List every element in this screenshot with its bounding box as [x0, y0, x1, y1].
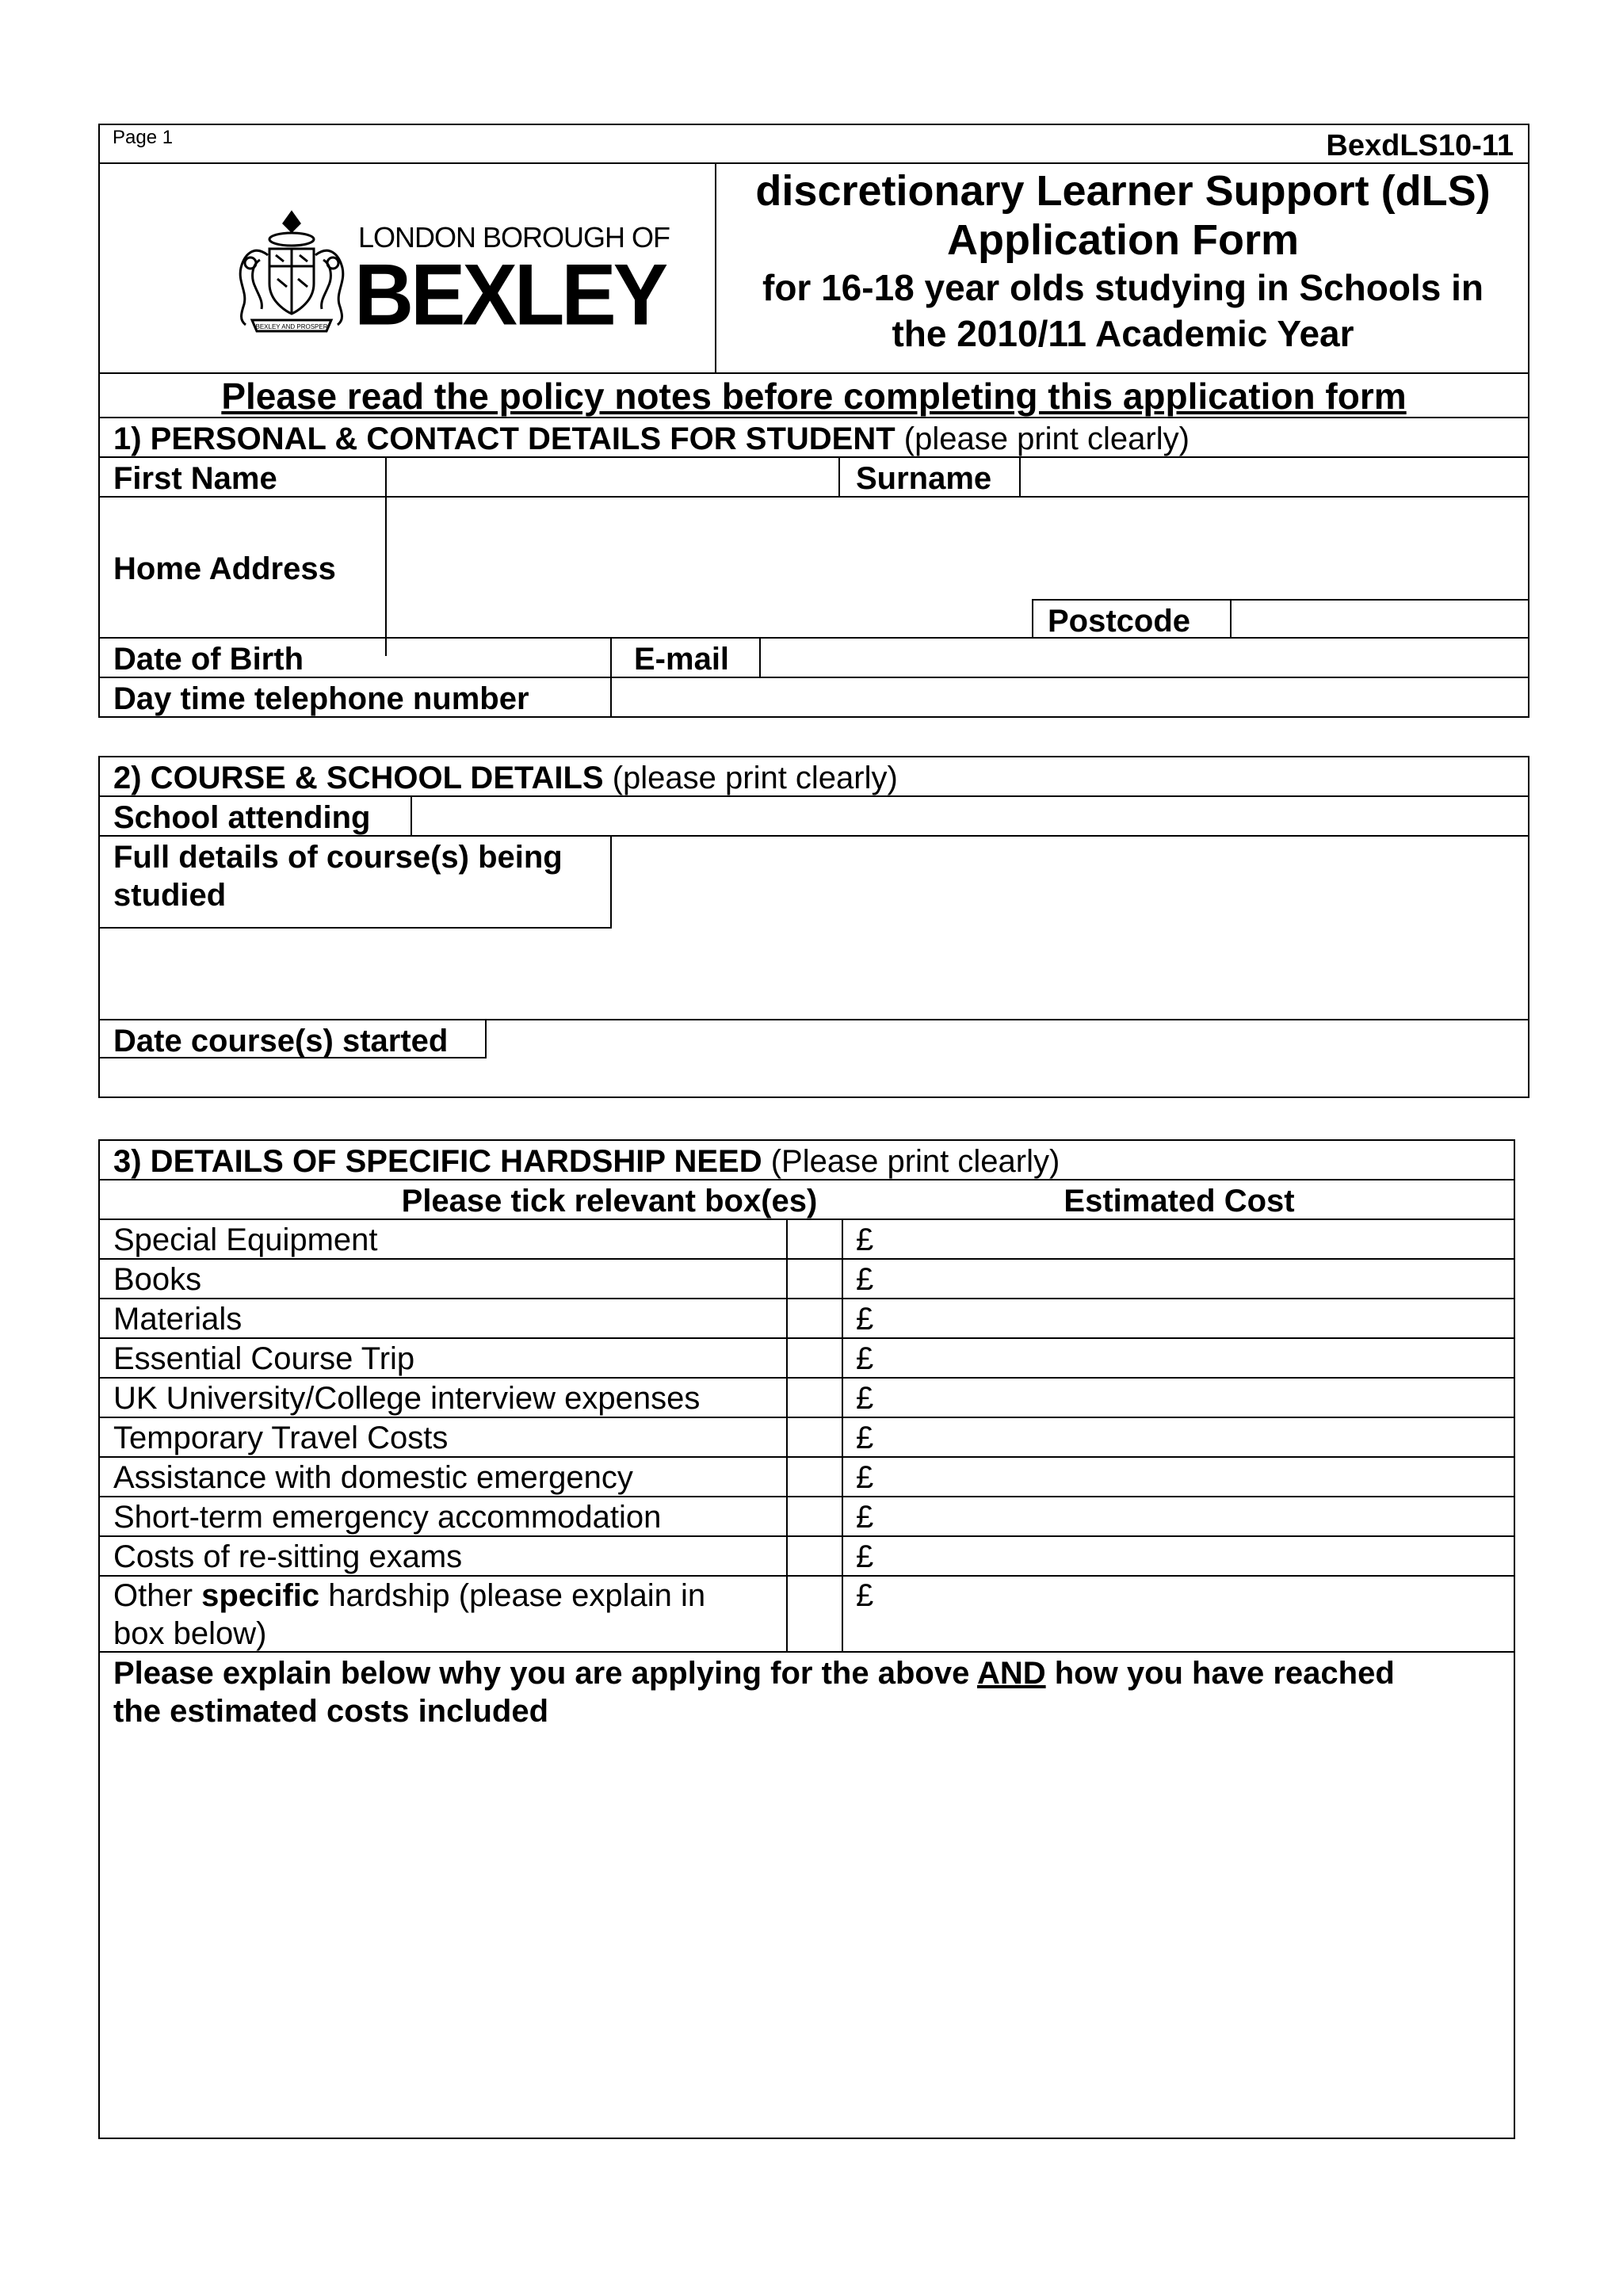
section3-heading — [113, 1146, 1060, 1177]
hardship-item-cost-field[interactable] — [880, 1379, 1514, 1417]
hardship-item-tick-box[interactable] — [788, 1260, 842, 1298]
other-hardship-currency: £ — [856, 1578, 874, 1613]
hardship-item-tick-box[interactable] — [788, 1379, 842, 1417]
section2-heading-note: (please print clearly) — [603, 761, 898, 795]
form-code: BexdLS10-11 — [1326, 129, 1514, 162]
first-name-label: First Name — [113, 461, 277, 496]
hardship-item-cost-field[interactable] — [880, 1260, 1514, 1298]
hardship-item-cost-field[interactable] — [880, 1299, 1514, 1337]
hardship-item-label: Temporary Travel Costs — [113, 1421, 449, 1455]
explanation-prompt — [113, 1657, 1395, 1689]
hardship-item-tick-box[interactable] — [788, 1418, 842, 1456]
section2-heading — [113, 762, 898, 794]
other-hardship-bold: specific — [201, 1578, 320, 1613]
home-address-label: Home Address — [113, 551, 336, 586]
other-hardship-cost-field[interactable] — [880, 1575, 1514, 1651]
hardship-item-currency: £ — [856, 1500, 874, 1535]
other-hardship-label-line2: box below) — [113, 1616, 267, 1651]
other-hardship-pre: Other — [113, 1578, 202, 1613]
section1-heading-bold: 1) PERSONAL & CONTACT DETAILS FOR STUDENT — [113, 421, 896, 456]
header-divider — [98, 162, 1529, 164]
other-hardship-tick-box[interactable] — [788, 1575, 842, 1651]
hardship-item-cost-field[interactable] — [880, 1418, 1514, 1456]
section3-heading-note: (Please print clearly) — [762, 1144, 1060, 1179]
hardship-item-label: Materials — [113, 1302, 242, 1337]
policy-notice: Please read the policy notes before completing this application form — [221, 376, 1407, 417]
hardship-item-tick-box[interactable] — [788, 1497, 842, 1535]
hardship-item-tick-box[interactable] — [788, 1537, 842, 1575]
hardship-item-label: Short-term emergency accommodation — [113, 1500, 662, 1535]
line — [98, 1651, 1515, 1653]
line — [838, 456, 840, 496]
hardship-item-currency: £ — [856, 1222, 874, 1257]
school-attending-field[interactable] — [412, 797, 1528, 835]
crest-motto: BEXLEY AND PROSPER — [255, 323, 328, 330]
course-details-field[interactable] — [100, 837, 1528, 1019]
line — [842, 1219, 843, 1651]
other-hardship-label — [113, 1580, 705, 1611]
line — [98, 417, 1529, 418]
hardship-item-tick-box[interactable] — [788, 1458, 842, 1496]
explanation-field[interactable] — [100, 1735, 1514, 2138]
dob-field[interactable] — [387, 639, 610, 677]
form-subtitle-line2: the 2010/11 Academic Year — [892, 313, 1354, 354]
form-subtitle-line1: for 16-18 year olds studying in Schools in — [762, 267, 1484, 308]
hardship-item-currency: £ — [856, 1302, 874, 1337]
course-details-label-line2: studied — [113, 878, 227, 913]
explanation-post: how you have reached — [1045, 1656, 1395, 1691]
explanation-prompt-line2: the estimated costs included — [113, 1694, 549, 1729]
hardship-item-tick-box[interactable] — [788, 1220, 842, 1258]
page-label: Page 1 — [113, 127, 174, 148]
form-title-line2: Application Form — [947, 216, 1299, 264]
hardship-item-currency: £ — [856, 1341, 874, 1376]
borough-crest-icon — [228, 208, 355, 342]
postcode-field[interactable] — [1232, 601, 1528, 637]
hardship-item-currency: £ — [856, 1460, 874, 1495]
dob-label: Date of Birth — [113, 642, 304, 677]
section1-heading — [113, 423, 1190, 455]
hardship-item-label: Costs of re-sitting exams — [113, 1539, 463, 1574]
hardship-item-cost-field[interactable] — [880, 1339, 1514, 1377]
line — [98, 1179, 1515, 1180]
logo-borough-line: LONDON BOROUGH OF — [358, 221, 670, 254]
other-hardship-post: hardship (please explain in — [319, 1578, 706, 1613]
hardship-item-tick-box[interactable] — [788, 1299, 842, 1337]
postcode-label: Postcode — [1048, 604, 1191, 639]
hardship-item-cost-field[interactable] — [880, 1537, 1514, 1575]
hardship-item-currency: £ — [856, 1381, 874, 1416]
date-started-label: Date course(s) started — [113, 1024, 449, 1058]
explanation-and: AND — [976, 1656, 1046, 1691]
hardship-item-label: Essential Course Trip — [113, 1341, 415, 1376]
hardship-item-label: UK University/College interview expenses — [113, 1381, 701, 1416]
hardship-item-label: Assistance with domestic emergency — [113, 1460, 633, 1495]
section3-heading-bold: 3) DETAILS OF SPECIFIC HARDSHIP NEED — [113, 1144, 762, 1179]
course-details-label-line1: Full details of course(s) being — [113, 840, 563, 875]
email-field[interactable] — [761, 639, 1528, 677]
hardship-item-cost-field[interactable] — [880, 1458, 1514, 1496]
hardship-item-label: Books — [113, 1262, 202, 1297]
hardship-item-currency: £ — [856, 1262, 874, 1297]
hardship-item-tick-box[interactable] — [788, 1339, 842, 1377]
school-attending-label: School attending — [113, 800, 371, 835]
line — [98, 1019, 1529, 1020]
tick-column-header: Please tick relevant box(es) — [401, 1184, 818, 1219]
form-title-line1: discretionary Learner Support (dLS) — [755, 167, 1491, 215]
line — [485, 1019, 487, 1058]
hardship-item-currency: £ — [856, 1421, 874, 1455]
phone-label: Day time telephone number — [113, 681, 529, 716]
first-name-field[interactable] — [387, 458, 838, 496]
line — [1032, 599, 1033, 639]
hardship-item-currency: £ — [856, 1539, 874, 1574]
phone-field[interactable] — [612, 678, 1528, 716]
home-address-field[interactable] — [387, 498, 1030, 637]
surname-label: Surname — [856, 461, 992, 496]
logo-bexley-wordmark: BEXLEY — [354, 246, 666, 344]
hardship-item-cost-field[interactable] — [880, 1220, 1514, 1258]
estimated-cost-column-header: Estimated Cost — [1064, 1184, 1295, 1219]
section1-heading-note: (please print clearly) — [895, 421, 1190, 456]
date-started-field[interactable] — [100, 1058, 1528, 1097]
surname-field[interactable] — [1021, 458, 1528, 496]
section2-heading-bold: 2) COURSE & SCHOOL DETAILS — [113, 761, 604, 795]
explanation-pre: Please explain below why you are applying for the above — [113, 1656, 977, 1691]
email-label: E-mail — [634, 642, 730, 677]
hardship-item-label: Special Equipment — [113, 1222, 378, 1257]
hardship-item-cost-field[interactable] — [880, 1497, 1514, 1535]
